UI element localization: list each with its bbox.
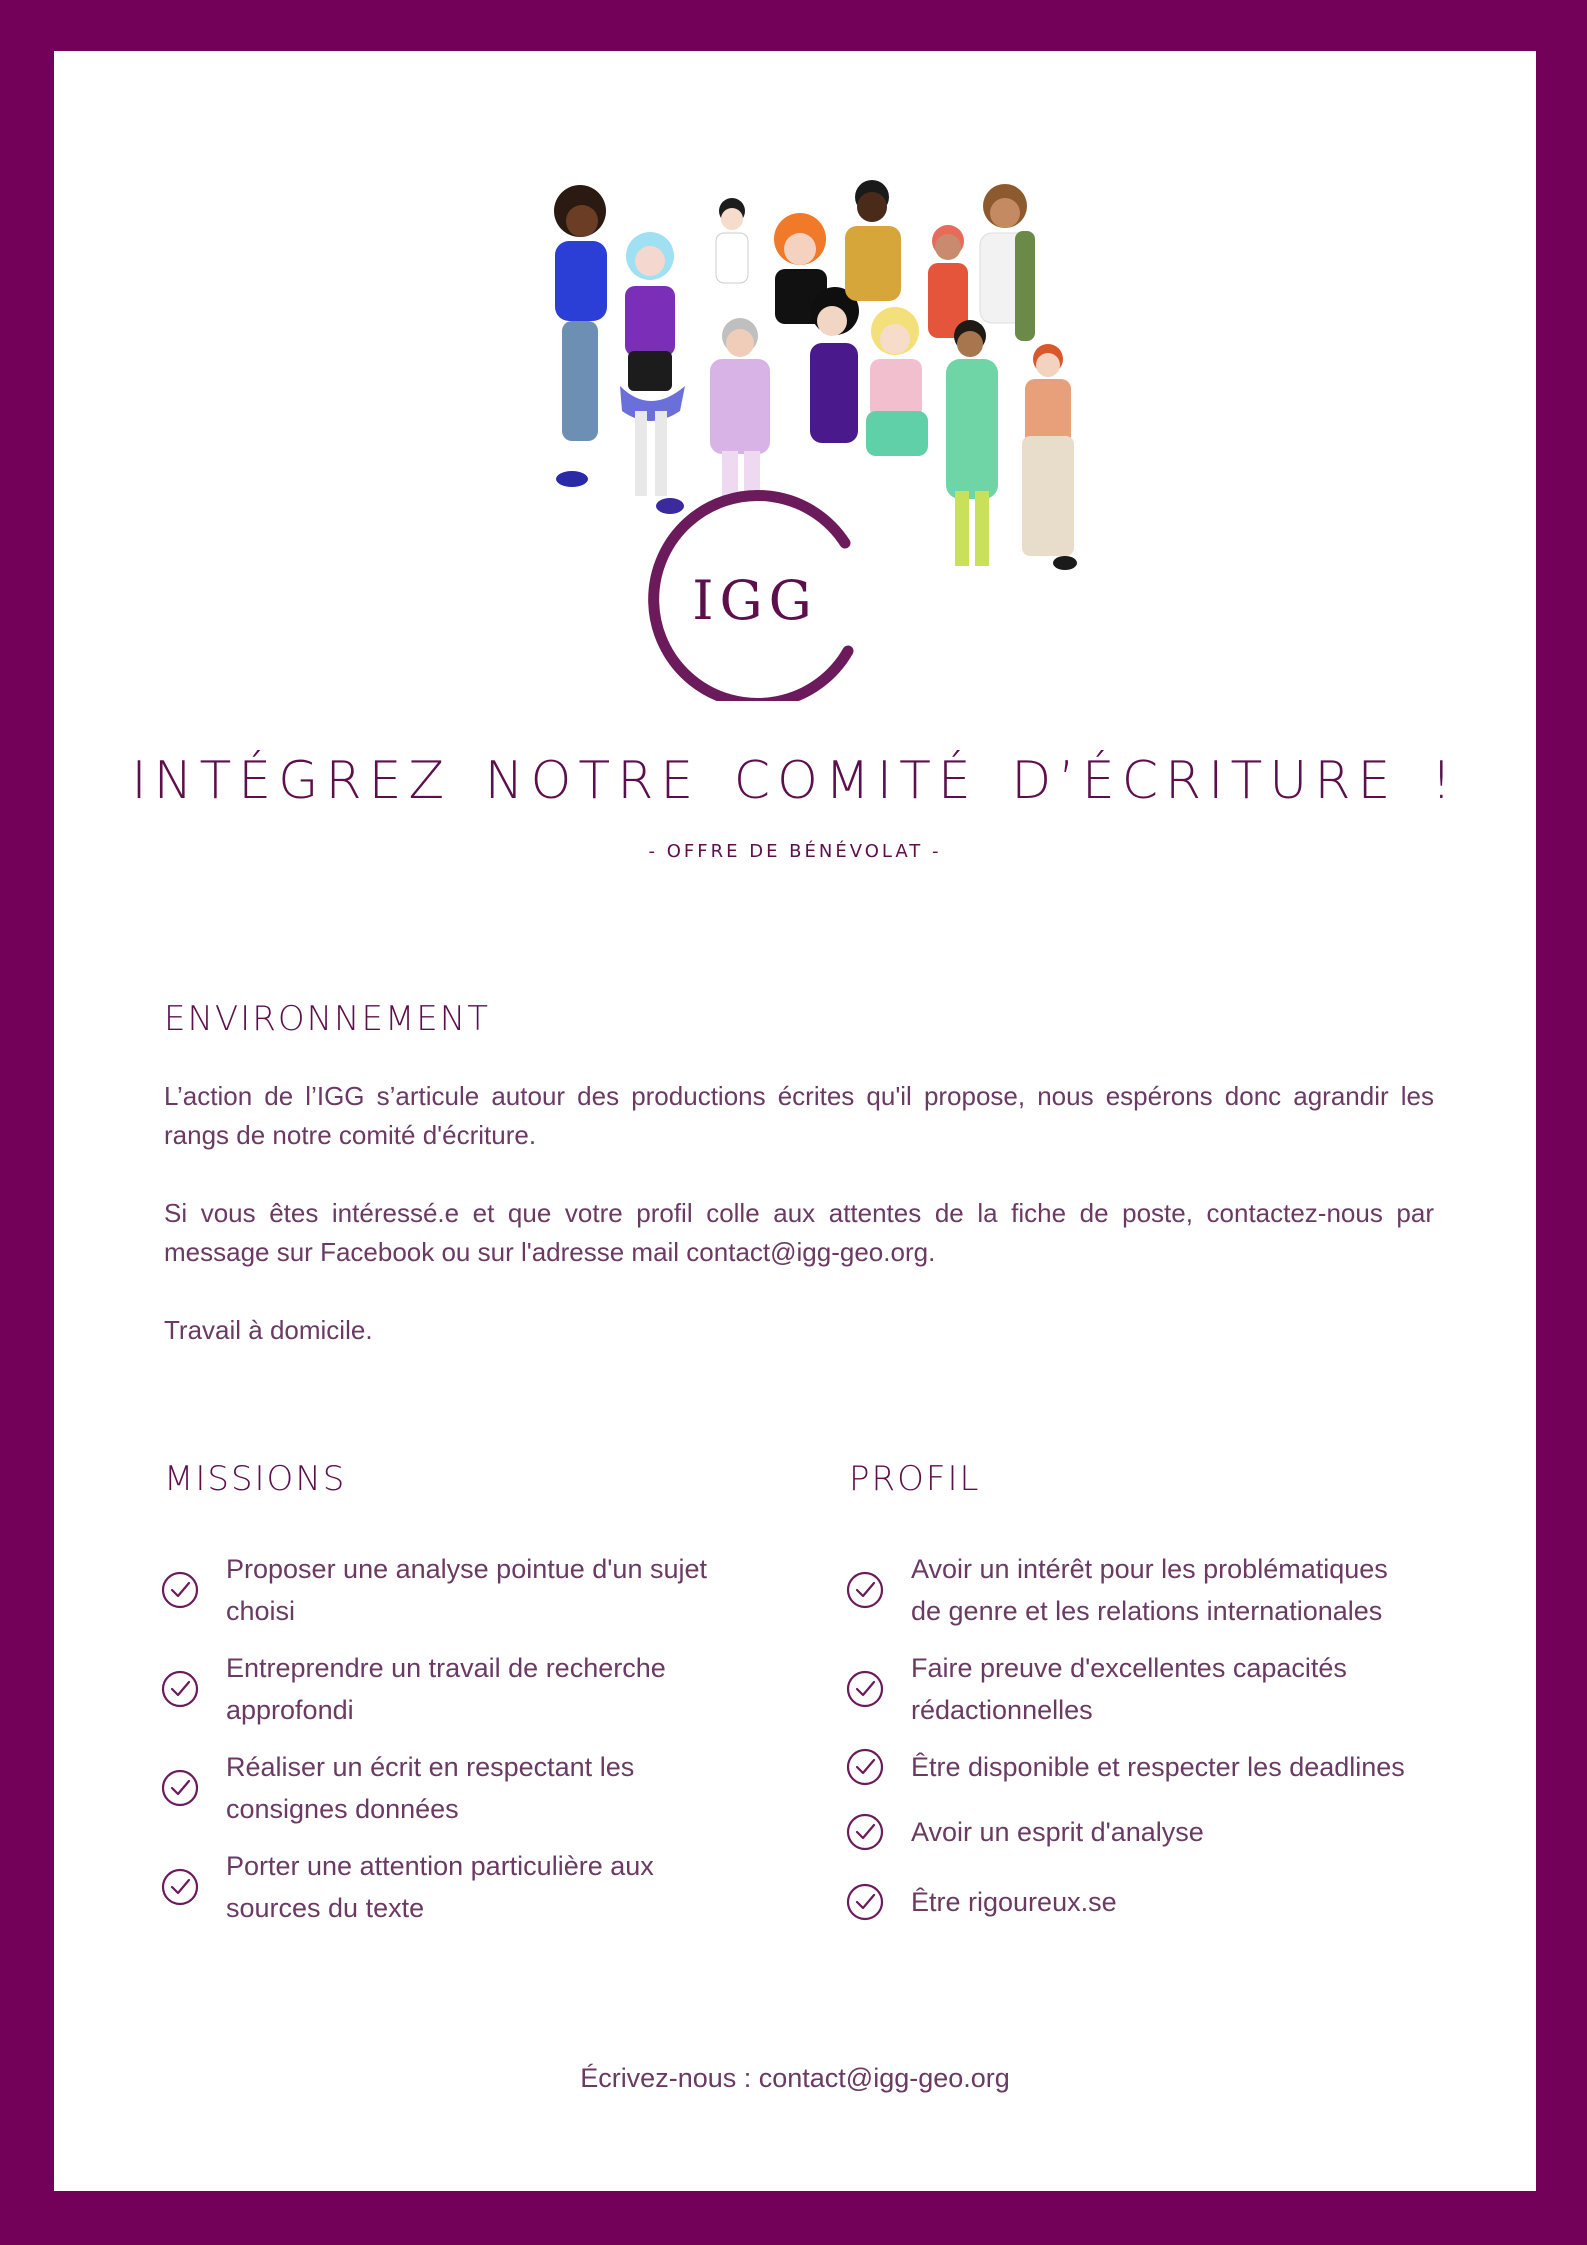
list-item — [845, 1881, 1445, 1923]
environnement-paragraph: Si vous êtes intéressé.e et que votre profil colle aux attentes de la fiche de poste, contactez-nous par message sur Facebook ou sur l'adresse mail contact@igg-geo.org. — [164, 1198, 1434, 1267]
check-circle-icon — [845, 1570, 885, 1610]
footer-contact: Écrivez-nous : contact@igg-geo.org — [580, 2063, 1010, 2093]
environnement-heading: ENVIRONNEMENT — [164, 999, 490, 1039]
profil-text: Être disponible et respecter les deadlines — [911, 1752, 1405, 1782]
check-circle-icon — [160, 1867, 200, 1907]
mission-text: Réaliser un écrit en respectant les consignes données — [226, 1752, 635, 1824]
mission-text: Proposer une analyse pointue d'un sujet choisi — [226, 1554, 707, 1626]
list-item — [845, 1746, 1445, 1788]
profil-text: Être rigoureux.se — [911, 1887, 1117, 1917]
list-item — [845, 1811, 1445, 1853]
profil-text: Faire preuve d'excellentes capacités rédactionnelles — [911, 1653, 1347, 1725]
list-item — [160, 1647, 760, 1731]
list-item — [160, 1746, 760, 1830]
check-circle-icon — [845, 1882, 885, 1922]
flyer-page — [54, 51, 1536, 2191]
group-of-people-illustration — [510, 161, 1110, 701]
check-circle-icon — [160, 1570, 200, 1610]
profil-text: Avoir un esprit d'analyse — [911, 1817, 1204, 1847]
check-circle-icon — [845, 1747, 885, 1787]
list-item — [845, 1647, 1445, 1731]
check-circle-icon — [845, 1812, 885, 1852]
check-circle-icon — [160, 1768, 200, 1808]
mission-text: Porter une attention particulière aux sources du texte — [226, 1851, 654, 1923]
environnement-paragraph: Travail à domicile. — [164, 1315, 373, 1345]
profil-heading: PROFIL — [849, 1459, 981, 1499]
list-item — [845, 1548, 1445, 1632]
list-item — [160, 1548, 760, 1632]
logo-text: IGG — [692, 569, 818, 632]
igg-logo — [651, 495, 859, 701]
environnement-paragraph: L’action de l’IGG s’articule autour des productions écrites qu'il propose, nous espérons donc agrandir les rangs de notre comité d'écriture. — [164, 1081, 1434, 1150]
hero-illustration — [510, 161, 1110, 701]
profil-text: Avoir un intérêt pour les problématiques de genre et les relations internationales — [911, 1554, 1388, 1626]
page-subtitle: - OFFRE DE BÉNÉVOLAT - — [648, 841, 942, 862]
page-title: INTÉGREZ NOTRE COMITÉ D’ÉCRITURE ! — [131, 751, 1459, 811]
mission-text: Entreprendre un travail de recherche approfondi — [226, 1653, 666, 1725]
list-item — [160, 1845, 760, 1929]
check-circle-icon — [845, 1669, 885, 1709]
check-circle-icon — [160, 1669, 200, 1709]
missions-heading: MISSIONS — [164, 1459, 347, 1499]
